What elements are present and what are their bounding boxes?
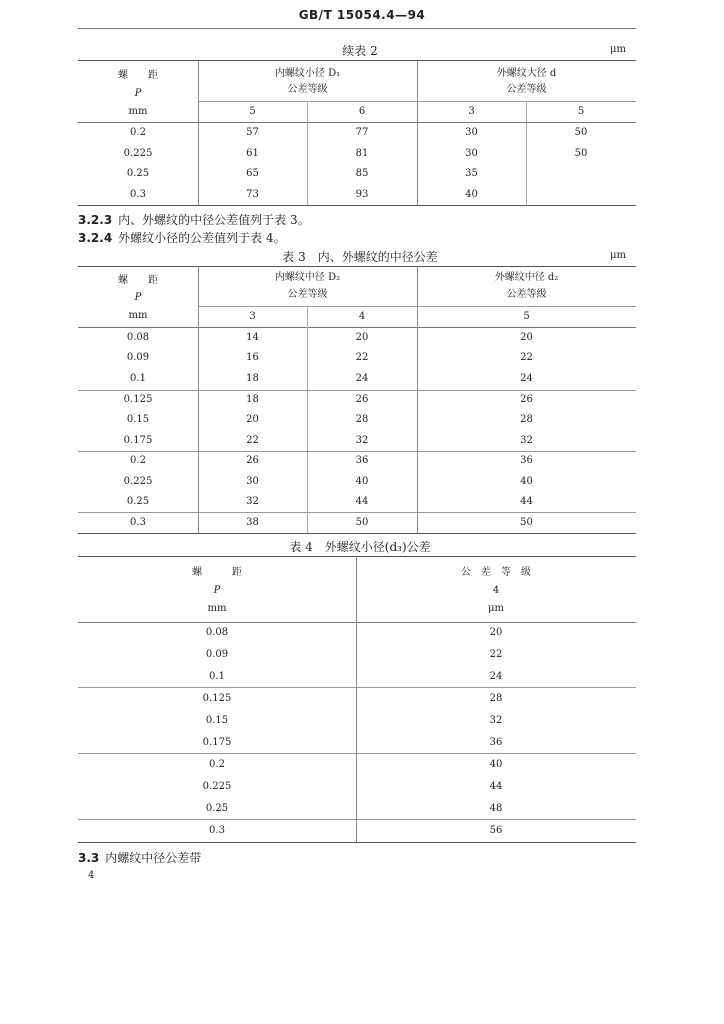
table4-pitch-cell: 0.15 [205,715,229,726]
table3-value-cell: 40 [520,476,533,487]
table2-group2-sub: 公差等级 [506,84,547,95]
table3-pitch-unit: mm [128,310,148,321]
table4-pitch-cell: 0.08 [205,627,229,638]
paragraph-text: 内螺纹中径公差带 [105,851,202,865]
table3-value-cell: 22 [246,435,259,446]
table2-group2-title: 外螺纹大径 d [496,68,557,79]
table3-unit: μm [610,250,626,261]
table4-pitch-cell: 0.2 [209,759,225,770]
table3-value-cell: 30 [246,476,259,487]
table2-value-cell: 50 [574,148,588,159]
table2-pitch-symbol: P [134,88,142,99]
table3-value-cell: 28 [520,414,533,425]
table2-value-cell: 35 [465,168,478,179]
table2-value-cell: 57 [246,127,259,138]
table3-value-cell: 22 [520,352,533,363]
table2-pitch-cell: 0.25 [126,168,150,179]
table3-value-cell: 28 [355,414,369,425]
table3-pitch-cell: 0.125 [123,394,153,405]
table2-value-cell: 50 [574,127,588,138]
table3-value-cell: 32 [520,435,533,446]
table3-value-cell: 50 [520,517,533,528]
table4-pitch-label: 螺 距 [192,567,242,578]
section-number: 3.2.3 [78,213,113,227]
table3-value-cell: 50 [355,517,369,528]
table3-value-cell: 36 [355,455,369,466]
table3-value-cell: 22 [355,352,369,363]
table3-value-cell: 20 [246,414,259,425]
table2-pitch-cell: 0.2 [130,127,146,138]
table2-caption: 续表 2 [342,44,378,58]
table2-value-cell: 61 [246,148,259,159]
document-header: GB/T 15054.4—94 [298,8,426,22]
table2-value-cell: 30 [465,127,478,138]
table3-pitch-cell: 0.08 [126,332,150,343]
table4-pitch-cell: 0.225 [202,781,232,792]
table4-caption: 表 4 外螺纹小径(d₃)公差 [289,540,431,554]
table3-value-cell: 26 [355,394,369,405]
paragraph-3-2-4 [78,229,286,246]
table4-pitch-cell: 0.125 [202,693,232,704]
table2-value-cell: 77 [355,127,369,138]
table4-pitch-cell: 0.1 [209,671,225,682]
table2-value-cell: 65 [246,168,259,179]
table4-value-cell: 44 [489,781,503,792]
table4-value-cell: 40 [489,759,503,770]
table2-value-cell: 81 [355,148,369,159]
table3-value-cell: 20 [355,332,369,343]
paragraph-text: 外螺纹小径的公差值列于表 4。 [118,231,286,245]
table2-group1-sub: 公差等级 [287,84,328,95]
table4-grade-label: 公 差 等 级 [461,567,531,578]
table3-value-cell: 32 [355,435,369,446]
page-number: 4 [88,870,95,881]
table4-value-cell: 22 [489,649,503,660]
table3-value-cell: 32 [246,496,259,507]
table4-pitch-cell: 0.09 [205,649,229,660]
table2-grade: 5 [249,106,256,117]
table3-value-cell: 26 [246,455,259,466]
table2-grade: 5 [577,106,585,117]
table2-value-cell: 93 [355,189,369,200]
paragraph-text: 内、外螺纹的中径公差值列于表 3。 [118,213,310,227]
table3-value-cell: 36 [520,455,533,466]
table4-grade-unit: μm [488,603,504,614]
table2-pitch-label: 螺 距 [118,70,158,81]
table3-group1-title: 内螺纹中径 D₂ [274,272,341,283]
table3-grade: 4 [358,311,366,322]
paragraph-3-3 [78,849,201,866]
table4-pitch-symbol: P [213,585,221,596]
table3-pitch-cell: 0.2 [130,455,146,466]
table3-pitch-cell: 0.15 [126,414,150,425]
table3-pitch-cell: 0.25 [126,496,150,507]
table3-value-cell: 16 [246,352,259,363]
table2-pitch-cell: 0.3 [130,189,146,200]
paragraph-3-2-3 [78,211,310,228]
table3-value-cell: 44 [355,496,369,507]
table3-value-cell: 44 [520,496,533,507]
table4-pitch-unit: mm [207,603,227,614]
table4-value-cell: 56 [489,825,503,836]
table3-value-cell: 38 [246,517,259,528]
table2-pitch-unit: mm [128,106,148,117]
table3-grade: 5 [523,311,530,322]
table4-value-cell: 48 [489,803,503,814]
table4-pitch-cell: 0.25 [205,803,229,814]
table2-grade: 6 [358,106,366,117]
table2-pitch-cell: 0.225 [123,148,153,159]
table3-value-cell: 24 [520,373,533,384]
table3-value-cell: 14 [246,332,259,343]
table4-pitch-cell: 0.175 [202,737,232,748]
table3-group2-sub: 公差等级 [506,289,547,300]
table2-grade: 3 [468,106,475,117]
table4-value-cell: 36 [489,737,503,748]
table3-value-cell: 26 [520,394,533,405]
table4-grade-value: 4 [492,585,500,596]
table2-value-cell: 40 [465,189,478,200]
table3-pitch-cell: 0.3 [130,517,146,528]
table2-unit: μm [610,44,626,55]
table3-value-cell: 20 [520,332,533,343]
table4-pitch-cell: 0.3 [209,825,225,836]
table3-pitch-cell: 0.175 [123,435,153,446]
table2-group1-title: 内螺纹小径 D₁ [274,68,341,79]
table3-value-cell: 18 [246,373,259,384]
table4-value-cell: 20 [489,627,503,638]
table3-pitch-cell: 0.225 [123,476,153,487]
table2-value-cell: 73 [246,189,259,200]
table2-value-cell: 85 [355,168,369,179]
table4-value-cell: 32 [489,715,503,726]
table3-group2-title: 外螺纹中径 d₂ [494,272,559,283]
table3-grade: 3 [249,311,256,322]
table3-caption: 表 3 内、外螺纹的中径公差 [282,250,438,264]
table3-pitch-cell: 0.09 [126,352,150,363]
section-number: 3.2.4 [78,231,113,245]
section-number: 3.3 [78,851,100,865]
table3-value-cell: 40 [355,476,369,487]
table3-value-cell: 24 [355,373,369,384]
table3-pitch-label: 螺 距 [118,275,158,286]
table3-pitch-cell: 0.1 [130,373,146,384]
table4-value-cell: 24 [489,671,503,682]
table3-pitch-symbol: P [134,292,142,303]
table3-value-cell: 18 [246,394,259,405]
table3-group1-sub: 公差等级 [287,289,328,300]
table4-value-cell: 28 [489,693,503,704]
table2-value-cell: 30 [465,148,478,159]
